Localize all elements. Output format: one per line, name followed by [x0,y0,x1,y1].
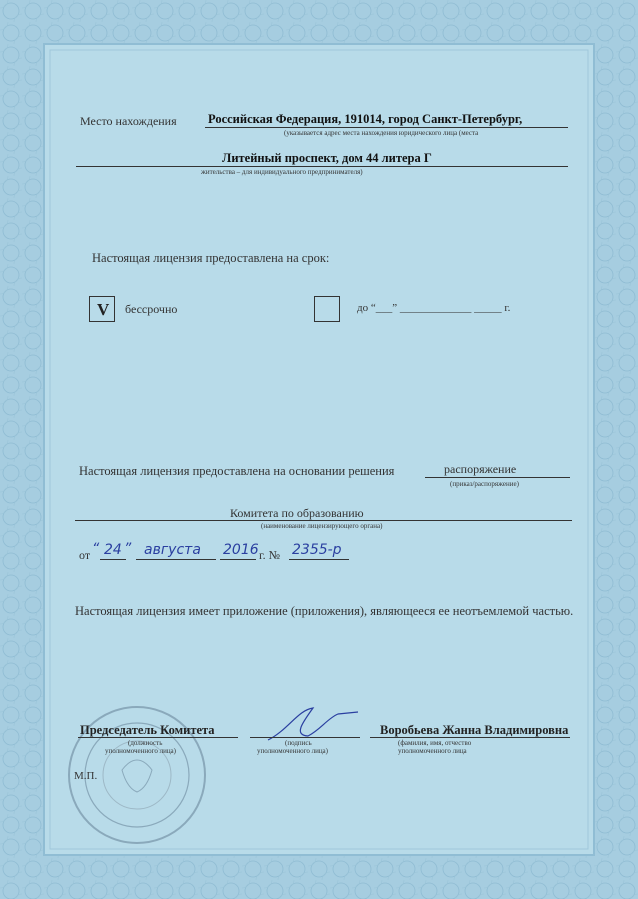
date-prefix: от [79,548,91,562]
unlimited-checkbox[interactable] [89,296,115,322]
stamp-label: М.П. [74,770,98,782]
address-underline2 [76,166,568,167]
address-underline1 [205,127,568,128]
sign-hint2: уполномоченного лица) [257,747,328,755]
name-underline [370,737,570,738]
day-underline [100,559,126,560]
position-hint2: уполномоченного лица) [105,747,176,755]
sign-hint1: (подпись [285,739,312,747]
sign-underline [250,737,360,738]
signer-name: Воробьева Жанна Владимировна [380,723,569,737]
signer-position: Председатель Комитета [80,723,215,737]
number-underline [289,559,349,560]
address-hint1: (указывается адрес места нахождения юридического лица (места [284,129,479,137]
year-underline [220,559,256,560]
position-hint1: (должность [128,739,163,747]
date-month: августа [144,542,201,558]
date-day: 24 [104,542,122,558]
address-label: Место нахождения [80,114,177,128]
name-hint1: (фамилия, имя, отчество [398,739,472,747]
address-line2: Литейный проспект, дом 44 литера Г [222,151,432,165]
basis-intro: Настоящая лицензия предоставлена на основании решения [79,464,395,478]
decision-number: 2355-р [292,542,342,558]
authority-underline [75,520,572,521]
address-hint2: жительства – для индивидуального предпринимателя) [201,168,363,176]
authority-name: Комитета по образованию [230,506,364,520]
term-intro: Настоящая лицензия предоставлена на срок: [92,251,330,265]
doc-type-underline [425,477,570,478]
address-line1: Российская Федерация, 191014, город Санкт-Петербург, [208,112,523,126]
handwritten-signature [258,700,368,750]
position-underline [78,737,238,738]
date-close-quote: ” [124,541,132,557]
appendix-note: Настоящая лицензия имеет приложение (приложения), являющееся ее неотъемлемой частью. [75,604,574,618]
month-underline [136,559,216,560]
date-open-quote: “ [92,541,100,557]
basis-doc-type: распоряжение [444,462,517,476]
check-mark: V [97,300,110,319]
until-label: до “___” _____________ _____ г. [357,302,511,314]
doc-type-hint: (приказ/распоряжение) [450,480,519,488]
until-checkbox[interactable] [314,296,340,322]
name-hint2: уполномоченного лица [398,747,467,755]
year-suffix: г. № [259,548,281,562]
date-year: 2016 [223,542,259,558]
unlimited-label: бессрочно [125,302,178,316]
authority-hint: (наименование лицензирующего органа) [261,522,383,530]
